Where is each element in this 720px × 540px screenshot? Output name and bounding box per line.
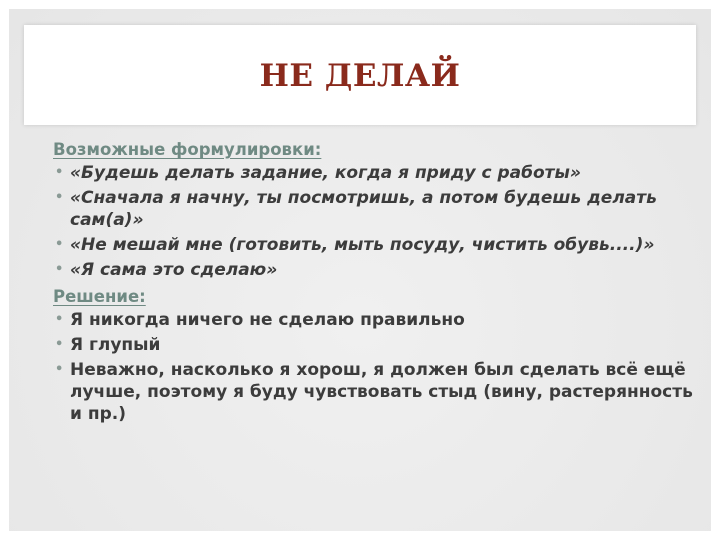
bullet-icon: •	[55, 190, 64, 205]
bullet-icon: •	[55, 165, 64, 180]
section-label-phrasings: Возможные формулировки:	[53, 140, 322, 159]
list-item-text: Неважно, насколько я хорош, я должен был сделать всё ещё лучше, поэтому я буду чувствовать стыд (вину, растерянность и пр.)	[70, 360, 693, 424]
list-item	[53, 309, 693, 331]
decision-list	[53, 309, 693, 425]
list-item	[53, 334, 693, 356]
list-item-text: «Сначала я начну, ты посмотришь, а потом будешь делать сам(а)»	[70, 188, 657, 230]
list-item	[53, 359, 693, 425]
slide	[9, 9, 711, 531]
bullet-icon: •	[55, 312, 64, 327]
phrasings-list	[53, 162, 693, 281]
slide-content	[53, 139, 693, 428]
list-item-text: «Не мешай мне (готовить, мыть посуду, чистить обувь....)»	[70, 235, 655, 255]
list-item-text: Я глупый	[70, 335, 161, 355]
slide-title: НЕ ДЕЛАЙ	[259, 58, 461, 94]
bullet-icon: •	[55, 362, 64, 377]
bullet-icon: •	[55, 337, 64, 352]
list-item-text: Я никогда ничего не сделаю правильно	[70, 310, 465, 330]
list-item-text: «Я сама это сделаю»	[70, 260, 278, 280]
title-box	[24, 25, 696, 125]
list-item	[53, 187, 693, 231]
list-item	[53, 259, 693, 281]
bullet-icon: •	[55, 262, 64, 277]
bullet-icon: •	[55, 237, 64, 252]
list-item	[53, 234, 693, 256]
section-label-decision: Решение:	[53, 287, 146, 306]
list-item	[53, 162, 693, 184]
list-item-text: «Будешь делать задание, когда я приду с работы»	[70, 163, 581, 183]
